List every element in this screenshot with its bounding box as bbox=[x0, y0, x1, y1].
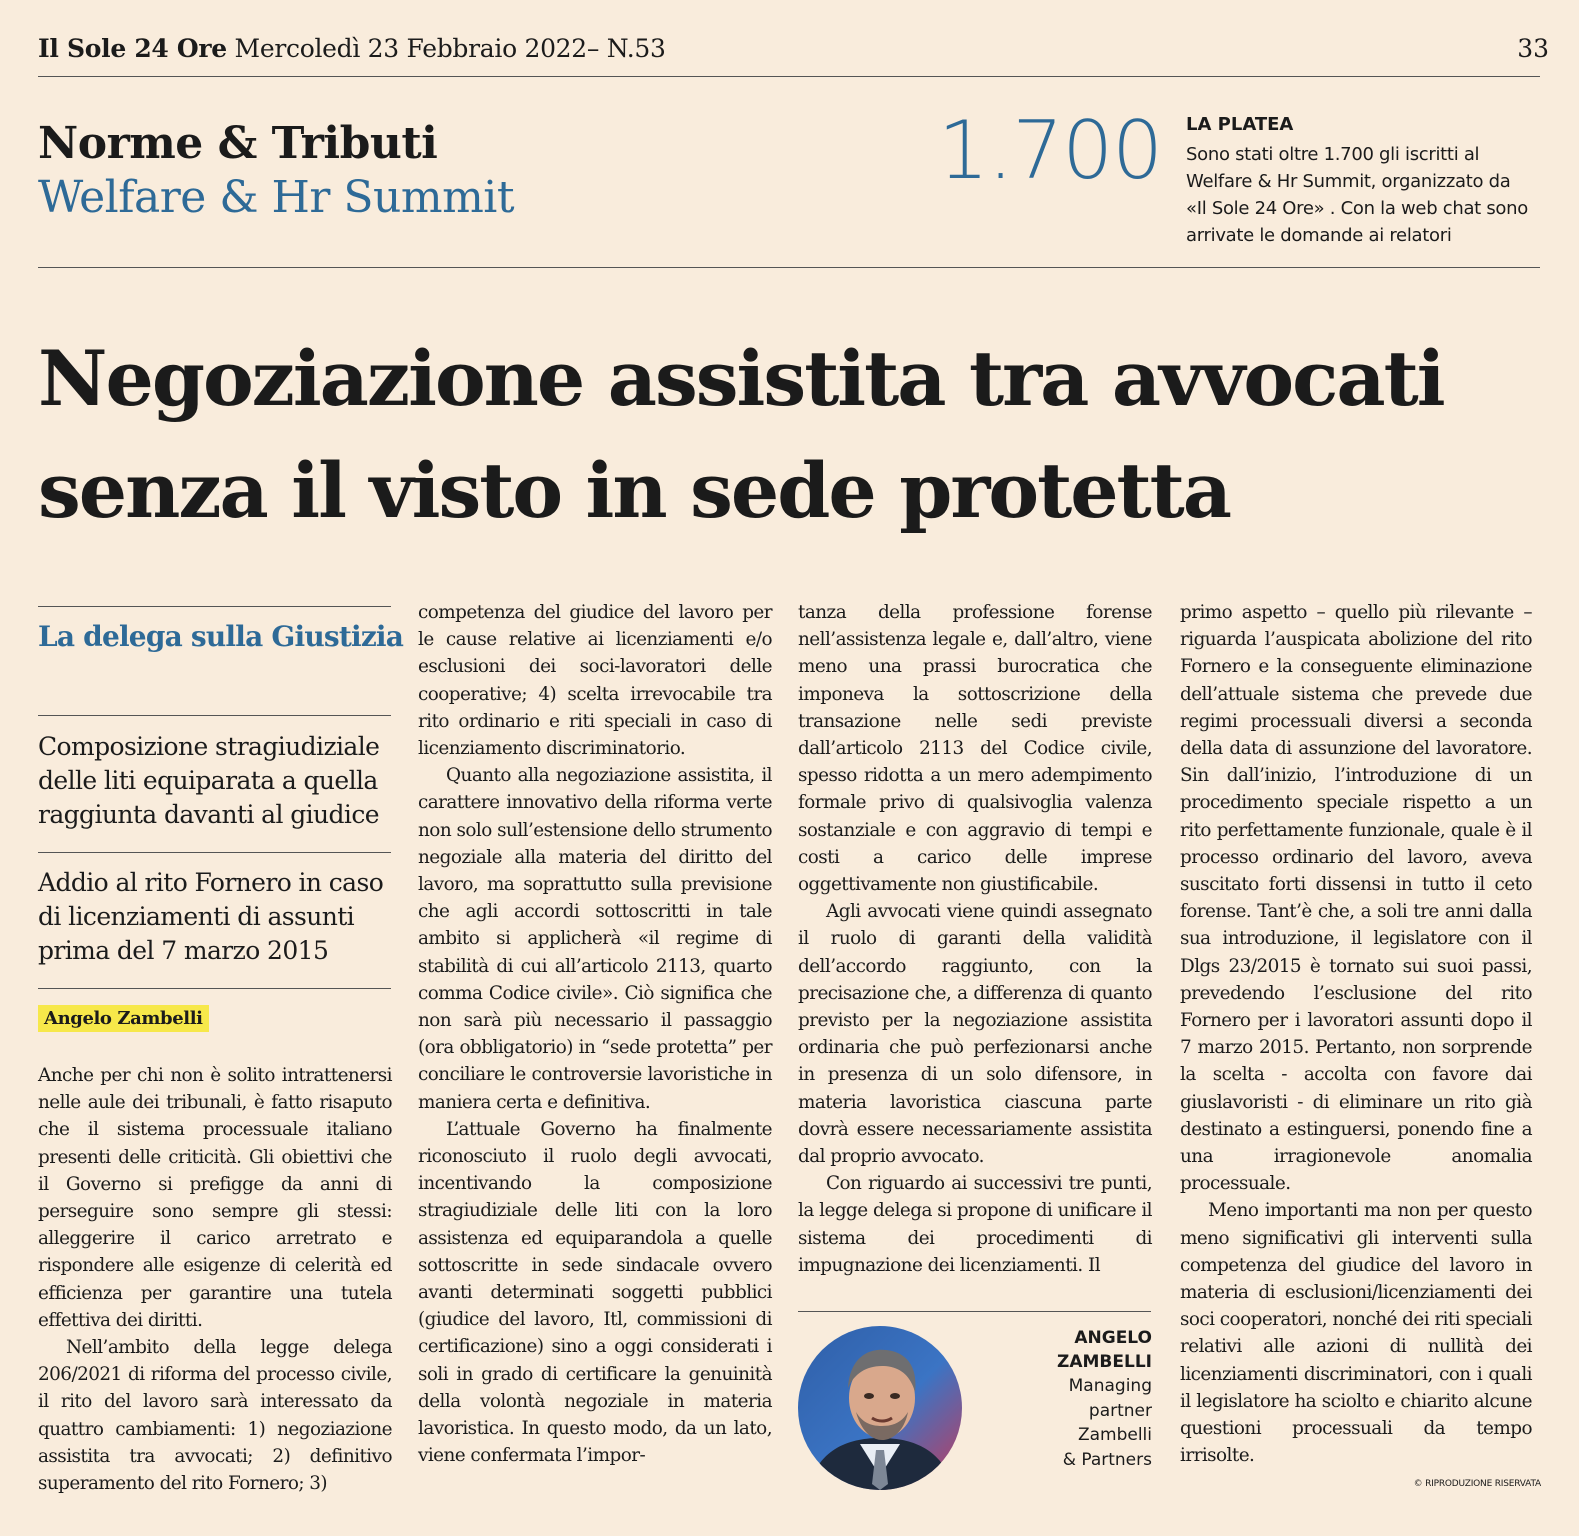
paragraph: Con riguardo ai successivi tre punti, la legge delega si propone di unificare il sistema dei procedimenti di impugnazione dei licenziamenti. Il bbox=[798, 1173, 1152, 1276]
page-number: 33 bbox=[1517, 34, 1549, 63]
author-byline: Angelo Zambelli bbox=[38, 1005, 209, 1032]
paragraph: Meno importanti ma non per questo meno significativi gli interventi sulla competenza del giudice del lavoro in materia di esclusioni/licenziamenti dei soci cooperatori, nonché dei riti speciali relativi alle azioni di nullità dei licenziamenti discriminatori, con i quali il legislatore ha sciolto e chiarito alcune questioni processuali da tempo irrisolte. bbox=[1180, 1200, 1532, 1467]
masthead-divider bbox=[38, 76, 1540, 77]
author-role-line: & Partners bbox=[1062, 1449, 1152, 1470]
paragraph: Anche per chi non è solito intrattenersi nelle aule dei tribunali, è fatto risaputo che il sistema processuale italiano presenti delle criticità. Gli obiettivi che il Governo si prefigge da anni di perseguire sono sempre gli stessi: alleggerire il carico arretrato e rispondere alle esigenze di celerità ed efficienza per garantire una tutela effettiva dei diritti. bbox=[38, 1065, 392, 1331]
kicker-rule bbox=[38, 606, 391, 607]
masthead bbox=[38, 34, 666, 63]
paragraph: primo aspetto – quello più rilevante – riguarda l’auspicata abolizione del rito Fornero e la conseguente eliminazione dell’attuale sistema che prevede due regimi processuali diversi a seconda della data di assunzione del lavoratore. Sin dall’inizio, l’introduzione di un procedimento speciale rispetto a un rito perfettamente funzionale, quale è il processo ordinario del lavoro, aveva suscitato forti dissensi in tutto il ceto forense. Tant’è che, a soli tre anni dalla sua introduzione, il legislatore con il Dlgs 23/2015 è tornato sui suoi passi, prevedendo l’esclusione del rito Fornero per i lavoratori assunti dopo il 7 marzo 2015. Pertanto, non sorprende la scelta - accolta con favore dai giuslavoristi - di eliminare un rito già destinato a estinguersi, ponendo fine a una irragionevole anomalia processuale. bbox=[1180, 602, 1532, 1195]
subhead-2: Addio al rito Fornero in caso di licenziamenti di assunti prima del 7 marzo 2015 bbox=[38, 868, 384, 965]
section-title: Norme & Tributi bbox=[38, 118, 438, 169]
author-role-line: Zambelli bbox=[1077, 1425, 1152, 1445]
platea-text: Sono stati oltre 1.700 gli iscritti al Welfare & Hr Summit, organizzato da «Il Sole 24 Ore» . Con la web chat sono arrivate le domande ai relatori bbox=[1186, 144, 1528, 246]
author-name bbox=[982, 1326, 1152, 1374]
author-role bbox=[982, 1374, 1152, 1472]
paragraph: Nell’ambito della legge delega 206/2021 di riforma del processo civile, il rito del lavoro sarà interessato da quattro cambiamenti: 1) negoziazione assistita tra avvocati; 2) definitivo superamento del rito Fornero; 3) bbox=[38, 1337, 392, 1495]
author-photo bbox=[798, 1326, 962, 1490]
author-role-line: Managing bbox=[1068, 1376, 1152, 1396]
author-box-rule bbox=[798, 1311, 1151, 1312]
section-subtitle: Welfare & Hr Summit bbox=[38, 172, 515, 223]
subhead-rule-2 bbox=[38, 852, 391, 853]
copyright-notice: © RIPRODUZIONE RISERVATA bbox=[1413, 1479, 1541, 1489]
paragraph: tanza della professione forense nell’assistenza legale e, dall’altro, viene meno una prassi burocratica che imponeva la sottoscrizione della transazione nelle sedi previste dall’articolo 2113 del Codice civile, spesso ridotta a un mero adempimento formale privo di qualsivoglia valenza sostanziale e con aggravio di tempi e costi a carico delle imprese oggettivamente non giustificabile. bbox=[798, 602, 1152, 896]
body-column-1 bbox=[38, 1062, 392, 1497]
subhead-rule-3 bbox=[38, 988, 391, 989]
issue-date: Mercoledì 23 Febbraio 2022– N.53 bbox=[234, 34, 666, 63]
headline-line-1: Negoziazione assistita tra avvocati bbox=[38, 334, 1444, 423]
subhead-rule-1 bbox=[38, 715, 391, 716]
paragraph: Agli avvocati viene quindi assegnato il ruolo di garanti della validità dell’accordo raggiunto, con la precisazione che, a differenza di quanto previsto per la negoziazione assistita ordinaria che può perfezionarsi anche in presenza di un solo difensore, in materia lavoristica ciascuna parte dovrà essere necessariamente assistita dal proprio avvocato. bbox=[798, 901, 1152, 1168]
body-column-2 bbox=[418, 599, 772, 1470]
author-name-line: ZAMBELLI bbox=[1057, 1352, 1152, 1372]
paragraph: Quanto alla negoziazione assistita, il carattere innovativo della riforma verte non solo sull’estensione dello strumento negoziale alla materia del diritto del lavoro, ma soprattutto sulla previsione che agli accordi sottoscritti in tale ambito si applicherà «il regime di stabilità di cui all’articolo 2113, quarto comma Codice civile». Ciò significa che non sarà più necessario il passaggio (ora obbligatorio) in “sede protetta” per conciliare le controversie lavoristiche in maniera certa e definitiva. bbox=[418, 765, 772, 1113]
platea-title: LA PLATEA bbox=[1186, 114, 1294, 135]
author-role-line: partner bbox=[1088, 1400, 1152, 1421]
kicker: La delega sulla Giustizia bbox=[38, 620, 404, 653]
subhead-1: Composizione stragiudiziale delle liti equiparata a quella raggiunta davanti al giudice bbox=[38, 732, 380, 829]
paragraph: L’attuale Governo ha finalmente riconosciuto il ruolo degli avvocati, incentivando la composizione stragiudiziale delle liti con la loro assistenza ed equiparandola a quelle sottoscritte in sede sindacale ovvero avanti determinati soggetti pubblici (giudice del lavoro, Itl, commissioni di certificazione) sino a oggi considerati i soli in grado di certificare la genuinità della volontà negoziale in materia lavoristica. In questo modo, da un lato, viene confermata l’impor- bbox=[418, 1118, 772, 1467]
headline-line-2: senza il visto in sede protetta bbox=[38, 446, 1230, 535]
section-divider bbox=[38, 267, 1540, 268]
paragraph: competenza del giudice del lavoro per le cause relative ai licenziamenti e/o esclusioni dei soci-lavoratori delle cooperative; 4) scelta irrevocabile tra rito ordinario e riti speciali in caso di licenziamento discriminatorio. bbox=[418, 602, 772, 760]
headline bbox=[38, 323, 1538, 547]
body-column-4 bbox=[1180, 599, 1532, 1470]
author-name-line: ANGELO bbox=[1074, 1328, 1152, 1348]
author-portrait-icon bbox=[798, 1326, 962, 1490]
newspaper-brand: Il Sole 24 Ore bbox=[38, 34, 227, 63]
platea-number: 1.700 bbox=[938, 104, 1163, 197]
body-column-3 bbox=[798, 599, 1152, 1279]
